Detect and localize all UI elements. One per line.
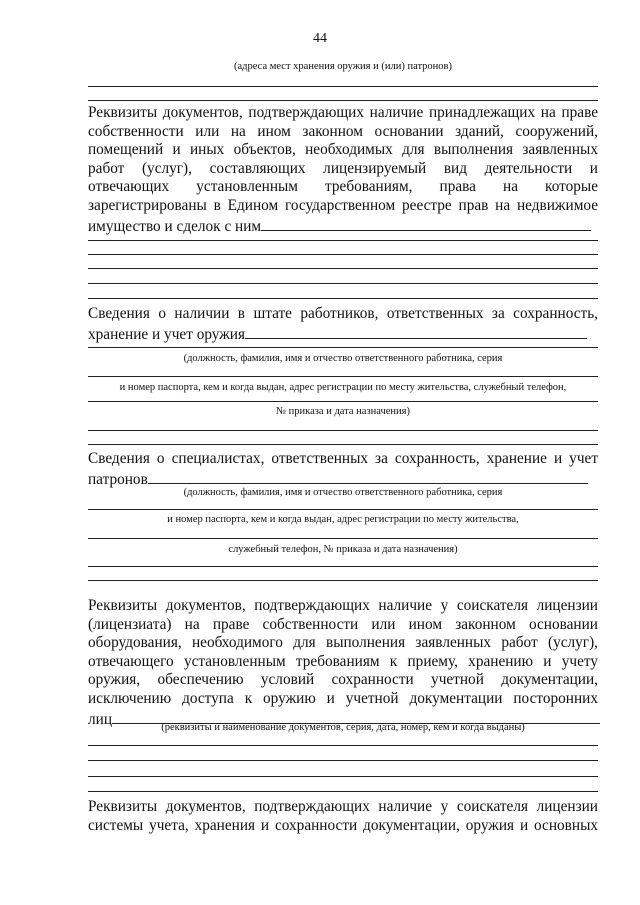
section-staff-cartridges [88, 450, 598, 489]
caption-staff-cartridges-2: и номер паспорта, кем и когда выдан, адрес регистрации по месту жительства, [167, 514, 519, 525]
text-line: (лицензиата) на праве собственности или ином законном основании [88, 615, 598, 633]
section-property-docs [88, 104, 598, 236]
text-line: Реквизиты документов, подтверждающих наличие у соискателя лицензии [88, 798, 598, 815]
text-line-label: хранение и учет оружия [88, 325, 246, 343]
text-line [88, 324, 598, 345]
fill-line[interactable] [88, 86, 598, 87]
text-line-label: патронов [88, 470, 148, 488]
fill-line[interactable] [88, 776, 598, 777]
caption-staff-cartridges-1: (должность, фамилия, имя и отчество ответственного работника, серия [183, 487, 503, 498]
text-line: отвечающего установленным требованиям к приему, хранению и учету [88, 652, 598, 670]
fill-line[interactable] [88, 268, 598, 269]
fill-line[interactable] [88, 760, 598, 761]
fill-line[interactable] [261, 216, 591, 231]
fill-line[interactable] [245, 324, 587, 339]
text-line-label: имущество и сделок с ним [88, 217, 262, 235]
fill-line[interactable] [88, 298, 598, 299]
fill-line[interactable] [88, 538, 598, 539]
text-line: Реквизиты документов, подтверждающих наличие принадлежащих на праве [88, 104, 598, 121]
section-accounting-system [88, 798, 598, 835]
page-number: 44 [313, 31, 327, 46]
caption-staff-cartridges-3: служебный телефон, № приказа и дата назначения) [228, 544, 458, 555]
fill-line[interactable] [88, 444, 598, 445]
text-line: исключению доступа к оружию и учетной документации посторонних [88, 689, 598, 707]
fill-line[interactable] [88, 509, 598, 510]
section-equipment [88, 597, 598, 729]
fill-line[interactable] [88, 254, 598, 255]
fill-line[interactable] [88, 401, 598, 402]
text-line: отвечающих установленным требованиям, права на которые [88, 178, 598, 196]
fill-line[interactable] [88, 376, 598, 377]
fill-line[interactable] [88, 283, 598, 284]
text-line: оружия, обеспечению условий сохранности учетной документации, [88, 671, 598, 689]
caption-staff-weapons-2: и номер паспорта, кем и когда выдан, адрес регистрации по месту жительства, служебный телефон, [119, 382, 567, 393]
caption-staff-weapons-3: № приказа и дата назначения) [276, 406, 410, 417]
fill-line[interactable] [148, 469, 588, 484]
fill-line[interactable] [88, 347, 598, 348]
text-line: системы учета, хранения и сохранности документации, оружия и основных [88, 816, 598, 834]
fill-line[interactable] [88, 791, 598, 792]
fill-line[interactable] [88, 745, 598, 746]
caption-equipment-docs: (реквизиты и наименование документов, серия, дата, номер, кем и когда выданы) [161, 722, 525, 733]
fill-line[interactable] [88, 430, 598, 431]
fill-line[interactable] [88, 566, 598, 567]
fill-line[interactable] [88, 100, 598, 101]
text-line: Сведения о специалистах, ответственных за сохранность, хранение и учет [88, 450, 598, 467]
fill-line[interactable] [88, 240, 598, 241]
section-staff-weapons [88, 305, 598, 344]
caption-storage-address: (адреса мест хранения оружия и (или) патронов) [233, 61, 452, 72]
text-line-label: лиц [88, 710, 113, 728]
text-line: Сведения о наличии в штате работников, ответственных за сохранность, [88, 305, 598, 322]
text-line: помещений и иных объектов, необходимых для выполнения заявленных [88, 141, 598, 159]
text-line: Реквизиты документов, подтверждающих наличие у соискателя лицензии [88, 597, 598, 614]
fill-line[interactable] [88, 580, 598, 581]
text-line: работ (услуг), составляющих лицензируемый вид деятельности и [88, 159, 598, 177]
text-line: оборудования, необходимого для выполнения заявленных работ (услуг), [88, 634, 598, 652]
text-line: зарегистрированы в Едином государственном реестре прав на недвижимое [88, 196, 598, 214]
text-line [88, 216, 598, 237]
text-line: собственности или на ином законном основании зданий, сооружений, [88, 122, 598, 140]
caption-staff-weapons-1: (должность, фамилия, имя и отчество ответственного работника, серия [183, 353, 503, 364]
